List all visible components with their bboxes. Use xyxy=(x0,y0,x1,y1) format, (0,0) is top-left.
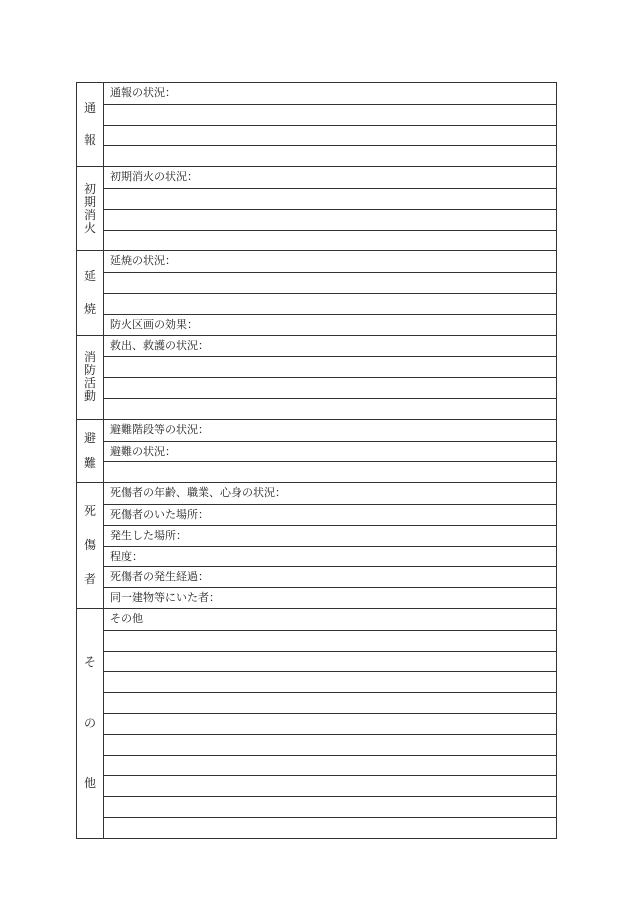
section-label xyxy=(77,83,104,166)
section-label xyxy=(77,609,104,838)
section-initial-firefighting xyxy=(77,166,556,250)
section-label xyxy=(77,336,104,419)
blank-entry-line[interactable] xyxy=(104,377,556,398)
section-casualties xyxy=(77,482,556,608)
section-label-char: 火 xyxy=(83,220,96,235)
section-fire-spread xyxy=(77,250,556,334)
field-label-row: 延焼の状況： xyxy=(110,254,176,268)
blank-entry-line[interactable] xyxy=(104,713,556,734)
section-label-char: 防 xyxy=(83,363,96,378)
blank-entry-line[interactable] xyxy=(104,356,556,377)
section-label-char: の xyxy=(83,715,96,730)
section-label-char: 避 xyxy=(83,430,96,445)
section-label-char: 期 xyxy=(83,194,96,209)
section-label-char: 活 xyxy=(83,376,96,391)
section-other xyxy=(77,608,556,838)
section-label-char: 死 xyxy=(83,503,96,518)
field-label-row: 防火区画の効果： xyxy=(104,314,556,335)
field-label-row: 死傷者の年齢、職業、心身の状況： xyxy=(110,486,286,500)
fire-report-form xyxy=(76,82,557,839)
blank-entry-line[interactable] xyxy=(104,734,556,755)
blank-entry-line[interactable] xyxy=(104,145,556,166)
blank-entry-line[interactable] xyxy=(104,692,556,713)
field-label-row: 初期消火の状況： xyxy=(110,170,198,184)
section-label-char: 者 xyxy=(83,572,96,587)
section-firefighting-activity xyxy=(77,335,556,419)
blank-entry-line[interactable] xyxy=(104,104,556,125)
blank-entry-line[interactable] xyxy=(104,209,556,230)
field-label-row: 発生した場所： xyxy=(104,525,556,546)
field-label-row: 救出、救護の状況： xyxy=(110,338,209,352)
blank-entry-line[interactable] xyxy=(104,125,556,146)
blank-entry-line[interactable] xyxy=(104,272,556,293)
section-label xyxy=(77,483,104,608)
section-label-char: 延 xyxy=(83,269,96,284)
section-label-char: 消 xyxy=(83,350,96,365)
section-rows xyxy=(104,251,556,334)
section-label xyxy=(77,420,104,482)
section-label xyxy=(77,251,104,334)
section-label-char: 他 xyxy=(83,776,96,791)
section-rows xyxy=(104,336,556,419)
section-rows xyxy=(104,609,556,838)
section-rows xyxy=(104,483,556,608)
blank-entry-line[interactable] xyxy=(104,461,556,482)
field-label-row: 程度： xyxy=(104,546,556,567)
field-label-row: 通報の状況： xyxy=(110,86,176,99)
section-rows xyxy=(104,167,556,250)
section-rows xyxy=(104,83,556,166)
section-evacuation xyxy=(77,419,556,482)
section-label-char: 報 xyxy=(83,133,96,148)
section-label-char: 傷 xyxy=(83,538,96,553)
blank-entry-line[interactable] xyxy=(104,630,556,651)
section-label-char: そ xyxy=(83,655,96,670)
section-rows xyxy=(104,420,556,482)
blank-entry-line[interactable] xyxy=(104,796,556,817)
field-label-row: 避難階段等の状況： xyxy=(110,422,209,436)
field-label-row: 避難の状況： xyxy=(104,441,556,462)
section-label-char: 難 xyxy=(83,456,96,470)
field-label-row: その他 xyxy=(110,611,143,625)
section-label xyxy=(77,167,104,250)
blank-entry-line[interactable] xyxy=(104,293,556,314)
section-label-char: 消 xyxy=(83,207,96,222)
blank-entry-line[interactable] xyxy=(104,755,556,776)
section-label-char: 初 xyxy=(83,181,96,196)
blank-entry-line[interactable] xyxy=(104,775,556,796)
blank-entry-line[interactable] xyxy=(104,817,556,838)
blank-entry-line[interactable] xyxy=(104,230,556,251)
field-label-row: 死傷者の発生経過： xyxy=(104,566,556,587)
blank-entry-line[interactable] xyxy=(104,671,556,692)
blank-entry-line[interactable] xyxy=(104,398,556,419)
section-notification xyxy=(77,83,556,166)
blank-entry-line[interactable] xyxy=(104,651,556,672)
blank-entry-line[interactable] xyxy=(104,188,556,209)
section-label-char: 動 xyxy=(83,389,96,404)
section-label-char: 焼 xyxy=(83,301,96,316)
field-label-row: 死傷者のいた場所： xyxy=(104,504,556,525)
section-label-char: 通 xyxy=(83,101,96,116)
field-label-row: 同一建物等にいた者： xyxy=(104,587,556,608)
